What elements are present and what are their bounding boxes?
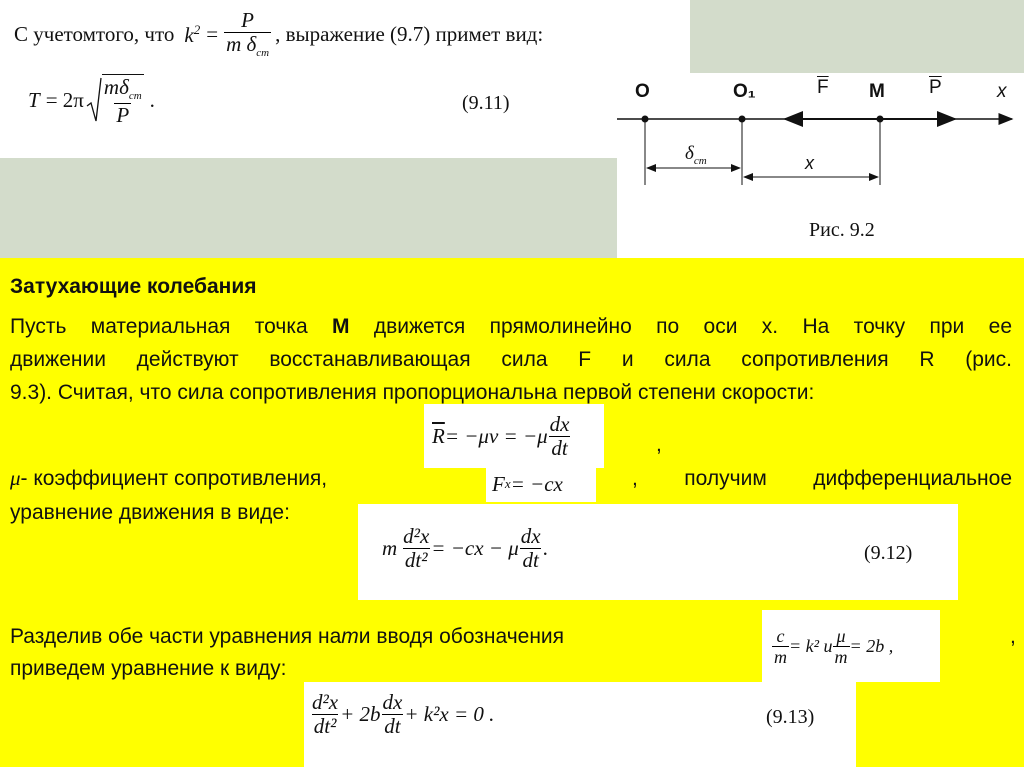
equation-number-9-11: (9.11) xyxy=(462,92,510,114)
paragraph-line-2: движении действуют восстанавливающая сила F и сила сопротивления R (рис. xyxy=(10,348,1012,371)
label-F: $\overline{F}$ xyxy=(817,77,829,98)
green-background-block-right xyxy=(690,0,1024,73)
section-heading: Затухающие колебания xyxy=(10,275,257,298)
paragraph-line-1: Пусть материальная точка M движется прямолинейно по оси x. На точку при ее xyxy=(10,315,1013,338)
intro-text-after: , выражение (9.7) примет вид: xyxy=(275,22,544,47)
formula-9-12: m $\frac{\text{d²x}}{\text{dt²}}$ = −cx − μ $\frac{dx}{dt}$ . (9.12) xyxy=(358,504,958,600)
formula-9-11: T = 2π $\frac{m\delta_{cm}}{P}$ . xyxy=(28,75,155,128)
label-x-dimension: x xyxy=(805,153,814,173)
mu-line-left: μ - коэффициент сопротивления, xyxy=(10,466,328,490)
intro-text: С учетомтого, что xyxy=(14,22,175,47)
label-delta-cm: $\delta_{cm}$ xyxy=(685,143,707,167)
sqrt-icon xyxy=(86,76,102,124)
equation-intro-line: уравнение движения в виде: xyxy=(10,501,290,524)
label-M: M xyxy=(869,81,885,102)
label-x-axis: x xyxy=(997,81,1007,102)
label-O: O xyxy=(635,81,650,102)
label-O1: O₁ xyxy=(733,81,756,102)
comma-after-notation: , xyxy=(1010,625,1016,648)
paragraph2-line-2: приведем уравнение к виду: xyxy=(10,657,287,680)
green-background-block xyxy=(0,158,617,258)
mu-line-right: , получим дифференциальное xyxy=(632,467,1012,490)
k2-symbol: $k^2$ xyxy=(184,21,201,47)
equation-number-9-13: (9.13) xyxy=(766,706,815,728)
formula-R: $\overline{R}$ = −μv = −μ $\frac{dx}{dt}$ xyxy=(424,404,604,468)
formula-Fx: F x = −cx xyxy=(486,466,596,502)
comma-after-R: , xyxy=(656,433,662,456)
paragraph-line-3: 9.3). Считая, что сила сопротивления пропорциональна первой степени скорости: xyxy=(10,381,815,404)
figure-caption: Рис. 9.2 xyxy=(809,219,875,241)
formula-9-13: $\frac{\text{d²x}}{\text{dt²}}$ + 2b $\frac{dx}{dt}$ + k²x = 0 . (9.13) xyxy=(304,682,856,767)
intro-line: С учетомтого, что $k^2$ = $\frac{P}{m \delta_{cm}}$ , выражение (9.7) примет вид: xyxy=(14,8,544,60)
figure-9-2 xyxy=(617,73,1024,258)
equation-number-9-12: (9.12) xyxy=(864,542,913,564)
formula-notation: $\frac{c}{m}$ = k² и $\frac{\mu}{m}$ = 2b , xyxy=(762,610,940,682)
label-P: $\overline{P}$ xyxy=(929,77,942,98)
paragraph2-line-1: Разделив обе части уравнения на m и вводя обозначения xyxy=(10,625,565,648)
k2-fraction: $\frac{P}{m \delta_{cm}}$ xyxy=(226,8,270,60)
